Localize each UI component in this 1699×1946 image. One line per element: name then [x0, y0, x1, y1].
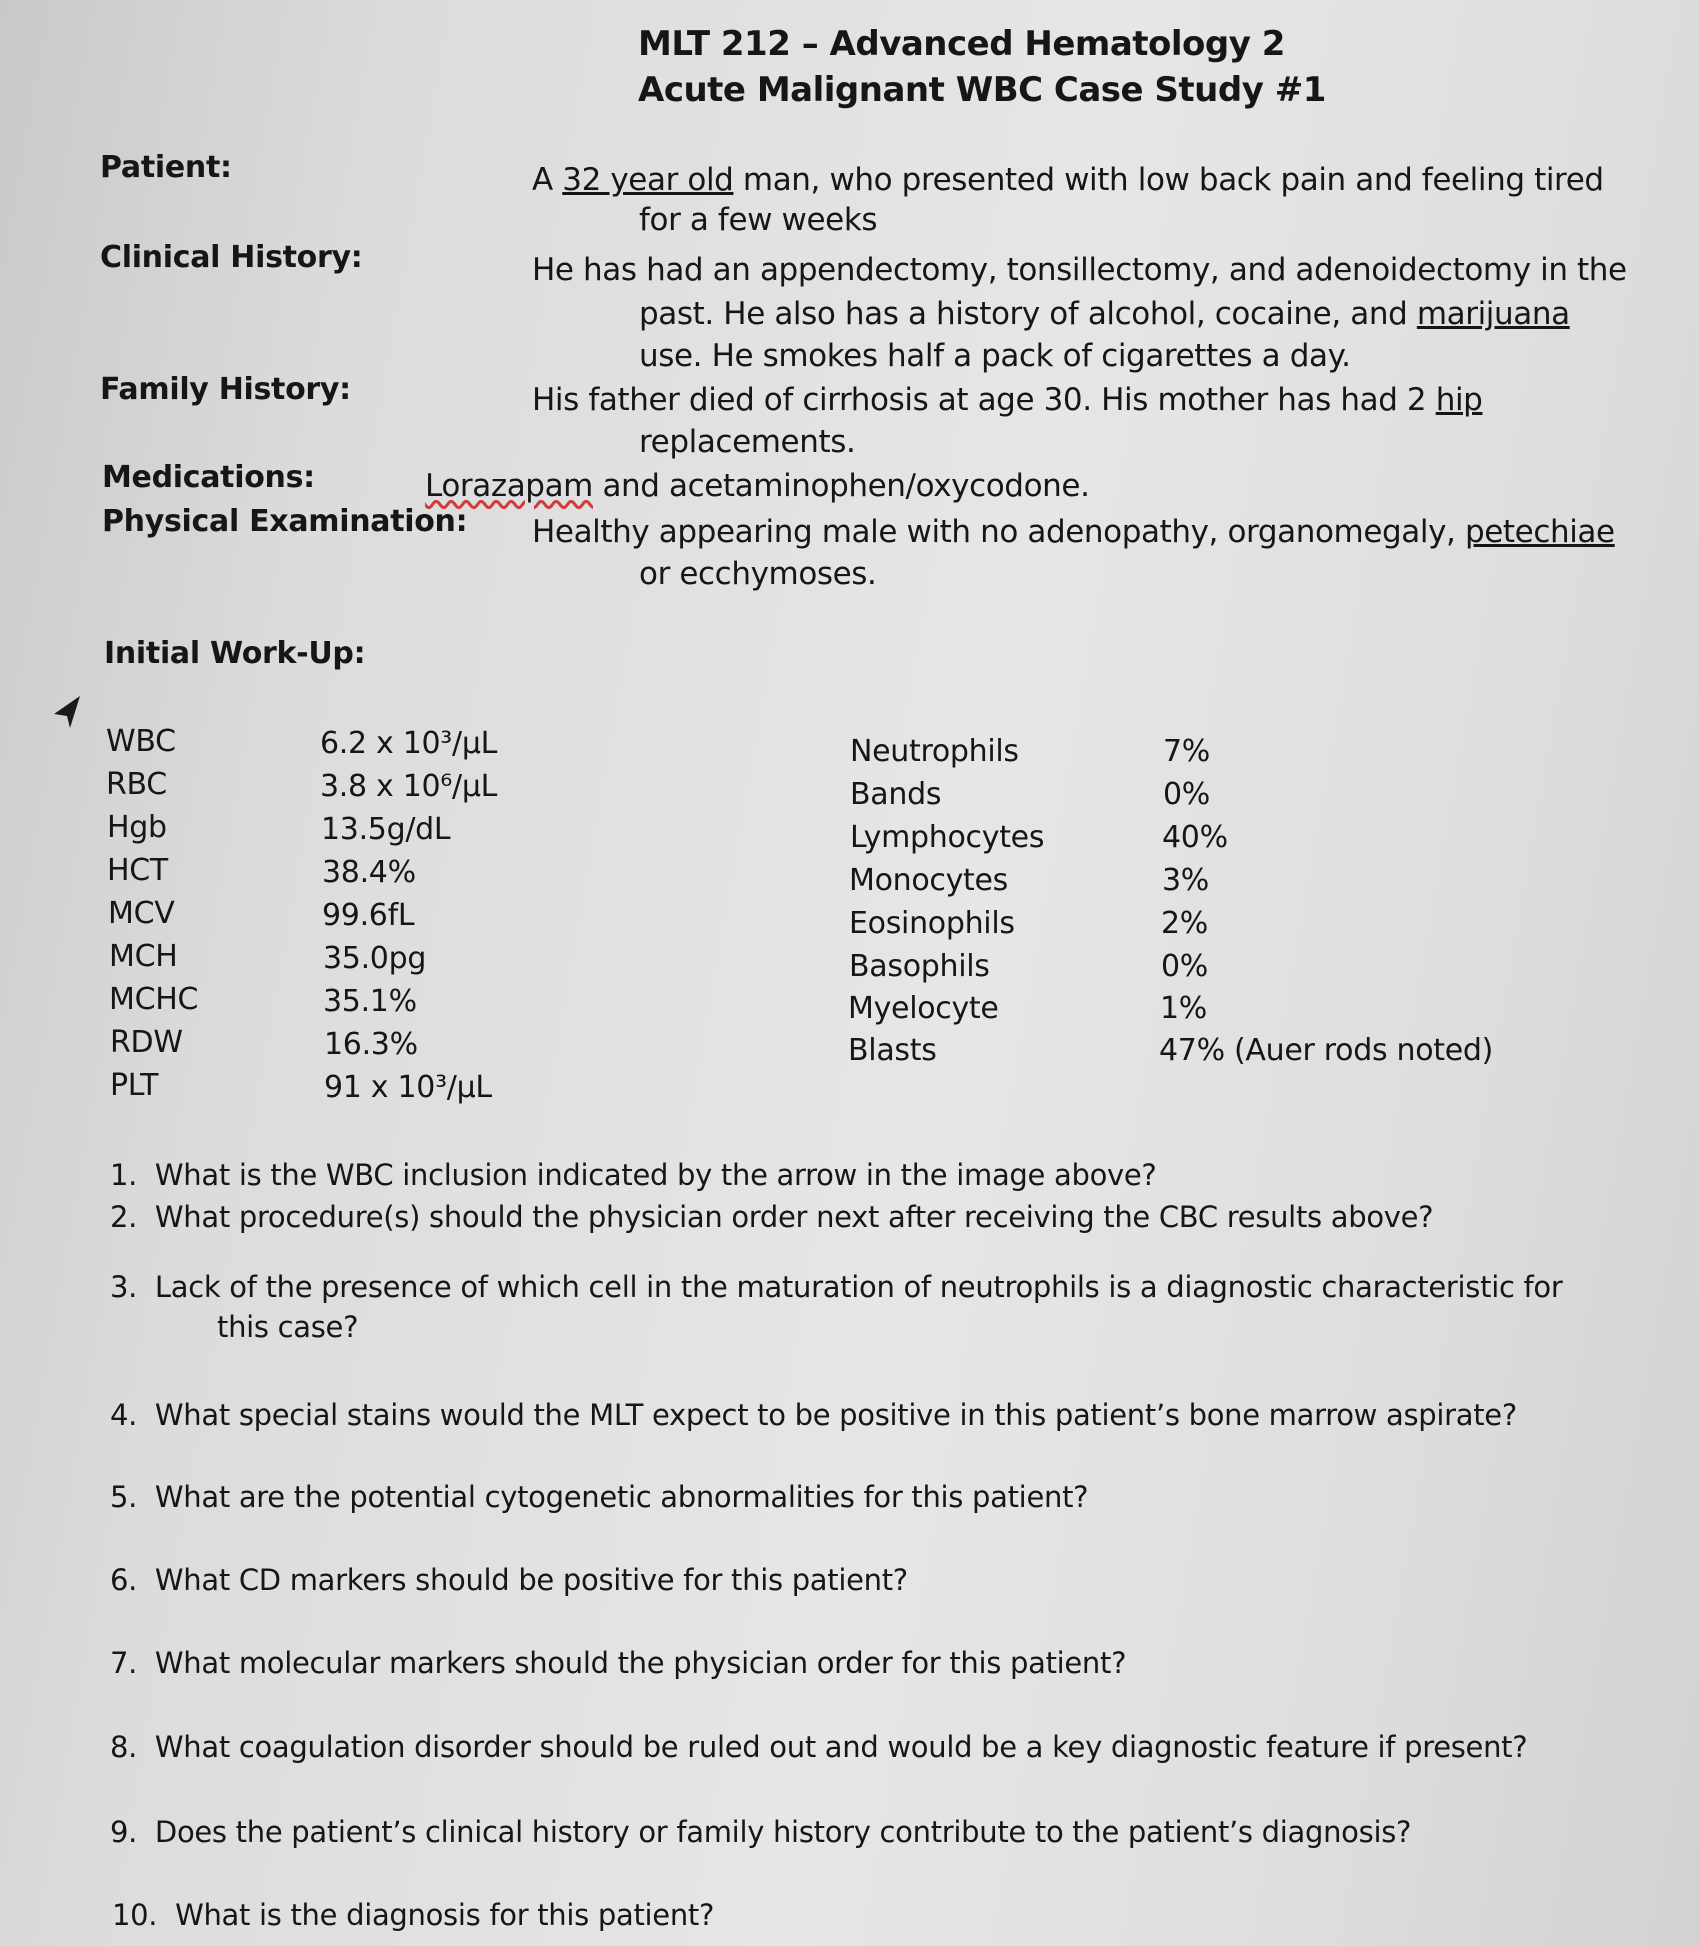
patient-label: Patient: [100, 150, 232, 185]
cbc-name: HCT [107, 853, 168, 888]
question-item: 4. What special stains would the MLT expect to be positive in this patient’s bone marrow aspirate? [110, 1398, 1517, 1432]
clinical-line-3: use. He smokes half a pack of cigarettes a day. [639, 338, 1351, 374]
diff-name: Monocytes [849, 863, 1009, 898]
clinical-history-label: Clinical History: [100, 240, 363, 275]
question-item: 6. What CD markers should be positive for this patient? [110, 1563, 908, 1597]
cbc-name: RBC [106, 767, 167, 802]
patient-line-1: A 32 year old man, who presented with low back pain and feeling tired [532, 162, 1604, 198]
cbc-value: 35.0pg [323, 941, 427, 976]
clinical-line-1: He has had an appendectomy, tonsillectomy, and adenoidectomy in the [532, 252, 1627, 288]
diff-name: Blasts [848, 1033, 937, 1068]
cbc-name: MCHC [109, 982, 199, 1017]
medications-text: Lorazapam and acetaminophen/oxycodone. [425, 468, 1090, 504]
cbc-value: 6.2 x 10³/µL [320, 726, 498, 761]
cbc-name: Hgb [107, 810, 167, 845]
diff-value: 40% [1162, 820, 1228, 855]
diff-name: Basophils [849, 949, 990, 984]
cbc-name: MCV [108, 896, 175, 931]
question-item: 1. What is the WBC inclusion indicated by the arrow in the image above? [110, 1158, 1157, 1192]
cbc-value: 35.1% [323, 984, 417, 1019]
cbc-name: RDW [110, 1025, 183, 1060]
question-item: 9. Does the patient’s clinical history or family history contribute to the patient’s diagnosis? [110, 1815, 1412, 1849]
cbc-value: 16.3% [324, 1027, 418, 1062]
question-item: 7. What molecular markers should the physician order for this patient? [110, 1646, 1127, 1680]
diff-name: Eosinophils [849, 906, 1015, 941]
initial-workup-label: Initial Work-Up: [104, 636, 366, 671]
diff-value: 2% [1161, 906, 1208, 941]
diff-value: 3% [1162, 863, 1209, 898]
physical-exam-label: Physical Examination: [102, 504, 468, 539]
diff-name: Bands [850, 777, 942, 812]
cbc-value: 38.4% [322, 855, 416, 890]
diff-value: 47% (Auer rods noted) [1159, 1033, 1494, 1068]
course-title: MLT 212 – Advanced Hematology 2 [638, 24, 1285, 64]
clinical-line-2: past. He also has a history of alcohol, cocaine, and marijuana [639, 296, 1570, 332]
cbc-value: 91 x 10³/µL [324, 1070, 492, 1105]
diff-name: Lymphocytes [850, 820, 1045, 855]
question-item: 3. Lack of the presence of which cell in the maturation of neutrophils is a diagnostic characteristic for [110, 1270, 1563, 1304]
family-history-label: Family History: [100, 372, 351, 407]
question-item: 10. What is the diagnosis for this patient? [112, 1898, 715, 1932]
question-item: 2. What procedure(s) should the physician order next after receiving the CBC results above? [110, 1200, 1434, 1234]
cbc-value: 13.5g/dL [321, 812, 451, 847]
patient-line-2: for a few weeks [639, 202, 878, 238]
diff-name: Neutrophils [850, 734, 1019, 769]
exam-line-1: Healthy appearing male with no adenopathy, organomegaly, petechiae [532, 514, 1615, 550]
diff-value: 0% [1163, 777, 1210, 812]
question-continuation: this case? [217, 1310, 359, 1344]
cbc-value: 99.6fL [322, 898, 415, 933]
family-line-1: His father died of cirrhosis at age 30. His mother has had 2 hip [532, 382, 1483, 418]
diff-value: 1% [1160, 991, 1207, 1026]
cbc-name: MCH [109, 939, 178, 974]
exam-line-2: or ecchymoses. [639, 556, 877, 592]
medication-drug: Lorazapam [425, 468, 593, 504]
patient-age: 32 year old [562, 162, 734, 198]
diff-name: Myelocyte [848, 991, 999, 1026]
diff-value: 7% [1163, 734, 1210, 769]
question-item: 5. What are the potential cytogenetic abnormalities for this patient? [110, 1480, 1089, 1514]
medications-label: Medications: [102, 460, 315, 495]
arrow-icon [50, 692, 90, 732]
diff-value: 0% [1161, 949, 1208, 984]
family-line-2: replacements. [639, 424, 856, 460]
cbc-name: PLT [110, 1068, 159, 1103]
cbc-value: 3.8 x 10⁶/µL [320, 769, 498, 804]
question-item: 8. What coagulation disorder should be ruled out and would be a key diagnostic feature if present? [110, 1730, 1528, 1764]
cbc-name: WBC [106, 724, 176, 759]
case-title: Acute Malignant WBC Case Study #1 [638, 70, 1326, 110]
